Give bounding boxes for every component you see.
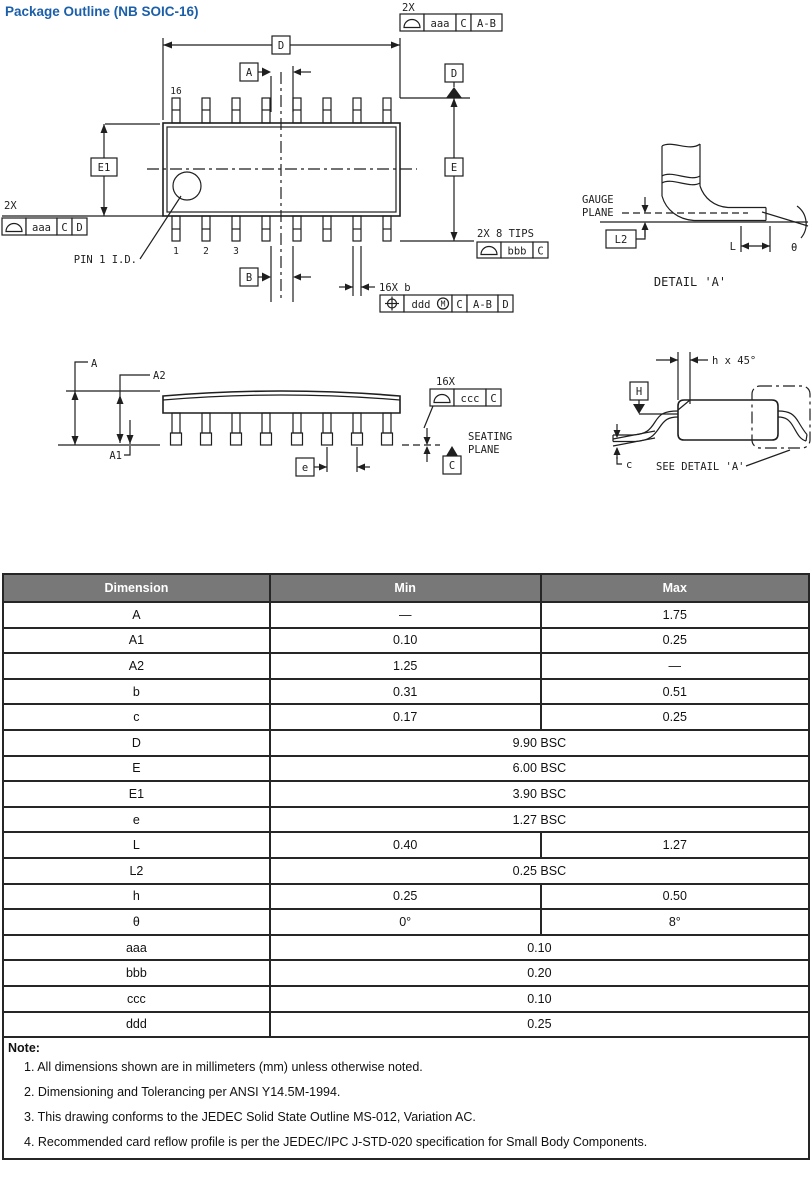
dim-cell: h — [3, 884, 270, 910]
datum-c-callout — [443, 446, 461, 474]
dim-a1-label: A1 — [109, 450, 122, 462]
dim-cell: A2 — [3, 653, 270, 679]
svg-text:C: C — [61, 222, 68, 234]
dim-cell: ddd — [3, 1012, 270, 1038]
dimension-table — [2, 573, 810, 1038]
max-cell: 0.25 — [541, 704, 809, 730]
table-row — [3, 602, 809, 628]
dim-cell: aaa — [3, 935, 270, 961]
qty-16x-label: 16X — [436, 376, 455, 388]
dim-a2-label: A2 — [153, 370, 166, 382]
dim-theta-label: θ — [791, 242, 798, 254]
min-cell: 0.10 — [270, 628, 541, 654]
pin1-id-mark — [173, 172, 201, 200]
note-item: 2. Dimensioning and Tolerancing per ANSI Y14.5M-1994. — [24, 1085, 341, 1100]
table-row — [3, 807, 809, 833]
dim-cell: c — [3, 704, 270, 730]
table-row — [3, 832, 809, 858]
table-row — [3, 884, 809, 910]
min-cell: 0.25 — [270, 884, 541, 910]
table-row — [3, 1012, 809, 1038]
dim-h45-label: h x 45° — [712, 355, 757, 367]
datum-d-callout — [400, 64, 470, 98]
dim-cell: E — [3, 756, 270, 782]
notes-box — [2, 1038, 810, 1160]
pin-3-label: 3 — [233, 246, 239, 257]
min-cell: 0.31 — [270, 679, 541, 705]
dim-l2-label: L2 — [614, 234, 628, 246]
dim-cell: A1 — [3, 628, 270, 654]
dim-c-label: c — [626, 459, 633, 471]
dim-e-label: E — [450, 162, 458, 174]
seating-plane-text: PLANE — [468, 444, 500, 456]
svg-text:C: C — [460, 18, 467, 30]
dim-cell: ccc — [3, 986, 270, 1012]
value-cell: 0.25 — [270, 1012, 809, 1038]
max-cell: — — [541, 653, 809, 679]
svg-text:A: A — [245, 67, 253, 79]
max-cell: 0.51 — [541, 679, 809, 705]
pin-16-label: 16 — [170, 86, 182, 97]
svg-text:ccc: ccc — [460, 393, 480, 405]
note-item: 4. Recommended card reflow profile is per the JEDEC/IPC J-STD-020 specification for Small Body Components. — [24, 1135, 648, 1150]
dim-cell: θ — [3, 909, 270, 935]
svg-text:aaa: aaa — [430, 18, 450, 30]
pin-1-label: 1 — [173, 246, 179, 257]
datum-h-callout — [630, 382, 678, 414]
min-cell: — — [270, 602, 541, 628]
qty-16x-b-label: 16X b — [379, 282, 411, 294]
table-row — [3, 781, 809, 807]
value-cell: 9.90 BSC — [270, 730, 809, 756]
dim-e-pitch-label: e — [301, 462, 309, 474]
side-view — [58, 358, 512, 476]
svg-text:C: C — [448, 460, 456, 472]
svg-text:D: D — [502, 299, 509, 311]
see-detail-a-text: SEE DETAIL 'A' — [656, 461, 745, 473]
end-view — [613, 352, 810, 473]
value-cell: 0.10 — [270, 986, 809, 1012]
dim-cell: D — [3, 730, 270, 756]
table-row — [3, 653, 809, 679]
header-max: Max — [541, 574, 809, 602]
table-row — [3, 935, 809, 961]
min-cell: 0.40 — [270, 832, 541, 858]
page-title: Package Outline (NB SOIC-16) — [5, 4, 199, 19]
seating-plane-text: SEATING — [468, 431, 513, 443]
value-cell: 6.00 BSC — [270, 756, 809, 782]
value-cell: 1.27 BSC — [270, 807, 809, 833]
svg-text:A-B: A-B — [477, 18, 496, 30]
min-cell: 0° — [270, 909, 541, 935]
table-row — [3, 704, 809, 730]
svg-text:C: C — [490, 393, 497, 405]
dim-cell: L — [3, 832, 270, 858]
fcf-ccc — [424, 376, 501, 428]
table-header-row — [3, 574, 809, 602]
svg-text:H: H — [635, 386, 643, 398]
package-outline-drawing — [0, 0, 812, 560]
dim-cell: L2 — [3, 858, 270, 884]
top-view — [2, 2, 548, 312]
value-cell: 0.25 BSC — [270, 858, 809, 884]
table-row — [3, 628, 809, 654]
dim-cell: A — [3, 602, 270, 628]
table-row — [3, 960, 809, 986]
table-row — [3, 909, 809, 935]
tips-label: 2X 8 TIPS — [477, 228, 534, 240]
max-cell: 0.50 — [541, 884, 809, 910]
table-row — [3, 858, 809, 884]
dim-a-label: A — [91, 358, 98, 370]
svg-text:D: D — [450, 68, 458, 80]
gauge-plane-text: PLANE — [582, 207, 614, 219]
dim-e1-label: E1 — [97, 162, 111, 174]
fcf-aaa-ab — [400, 2, 502, 31]
value-cell: 0.10 — [270, 935, 809, 961]
dim-l-label: L — [729, 241, 736, 253]
notes-heading: Note: — [8, 1041, 40, 1056]
table-row — [3, 756, 809, 782]
dim-d-label: D — [277, 40, 285, 52]
note-item: 1. All dimensions shown are in millimeters (mm) unless otherwise noted. — [24, 1060, 423, 1075]
svg-text:aaa: aaa — [32, 222, 51, 234]
value-cell: 3.90 BSC — [270, 781, 809, 807]
max-cell: 8° — [541, 909, 809, 935]
max-cell: 0.25 — [541, 628, 809, 654]
max-cell: 1.75 — [541, 602, 809, 628]
header-min: Min — [270, 574, 541, 602]
qty-2x-label: 2X — [4, 200, 17, 212]
svg-text:C: C — [456, 299, 463, 311]
max-cell: 1.27 — [541, 832, 809, 858]
svg-text:bbb: bbb — [507, 245, 527, 258]
svg-text:ddd: ddd — [411, 299, 431, 311]
detail-a-view — [582, 144, 808, 289]
value-cell: 0.20 — [270, 960, 809, 986]
dim-cell: E1 — [3, 781, 270, 807]
gauge-plane-text: GAUGE — [582, 194, 614, 206]
dim-cell: b — [3, 679, 270, 705]
min-cell: 0.17 — [270, 704, 541, 730]
header-dimension: Dimension — [3, 574, 270, 602]
table-row — [3, 730, 809, 756]
pin1-id-text: PIN 1 I.D. — [73, 254, 137, 266]
detail-a-caption: DETAIL 'A' — [653, 275, 727, 289]
svg-text:C: C — [537, 245, 544, 258]
dim-cell: e — [3, 807, 270, 833]
min-cell: 1.25 — [270, 653, 541, 679]
dimension-sheet — [2, 573, 810, 1160]
pin-2-label: 2 — [203, 246, 209, 257]
svg-text:B: B — [245, 272, 253, 284]
svg-text:D: D — [76, 222, 83, 234]
table-row — [3, 679, 809, 705]
dim-cell: bbb — [3, 960, 270, 986]
datum-a-callout — [240, 63, 311, 112]
fcf-aaa-d — [2, 200, 87, 235]
svg-text:A-B: A-B — [473, 299, 492, 311]
svg-text:M: M — [440, 299, 446, 309]
qty-2x-label: 2X — [402, 2, 415, 14]
table-row — [3, 986, 809, 1012]
datum-b-callout — [240, 246, 311, 302]
fcf-bbb — [477, 228, 548, 258]
note-item: 3. This drawing conforms to the JEDEC Solid State Outline MS-012, Variation AC. — [24, 1110, 476, 1125]
